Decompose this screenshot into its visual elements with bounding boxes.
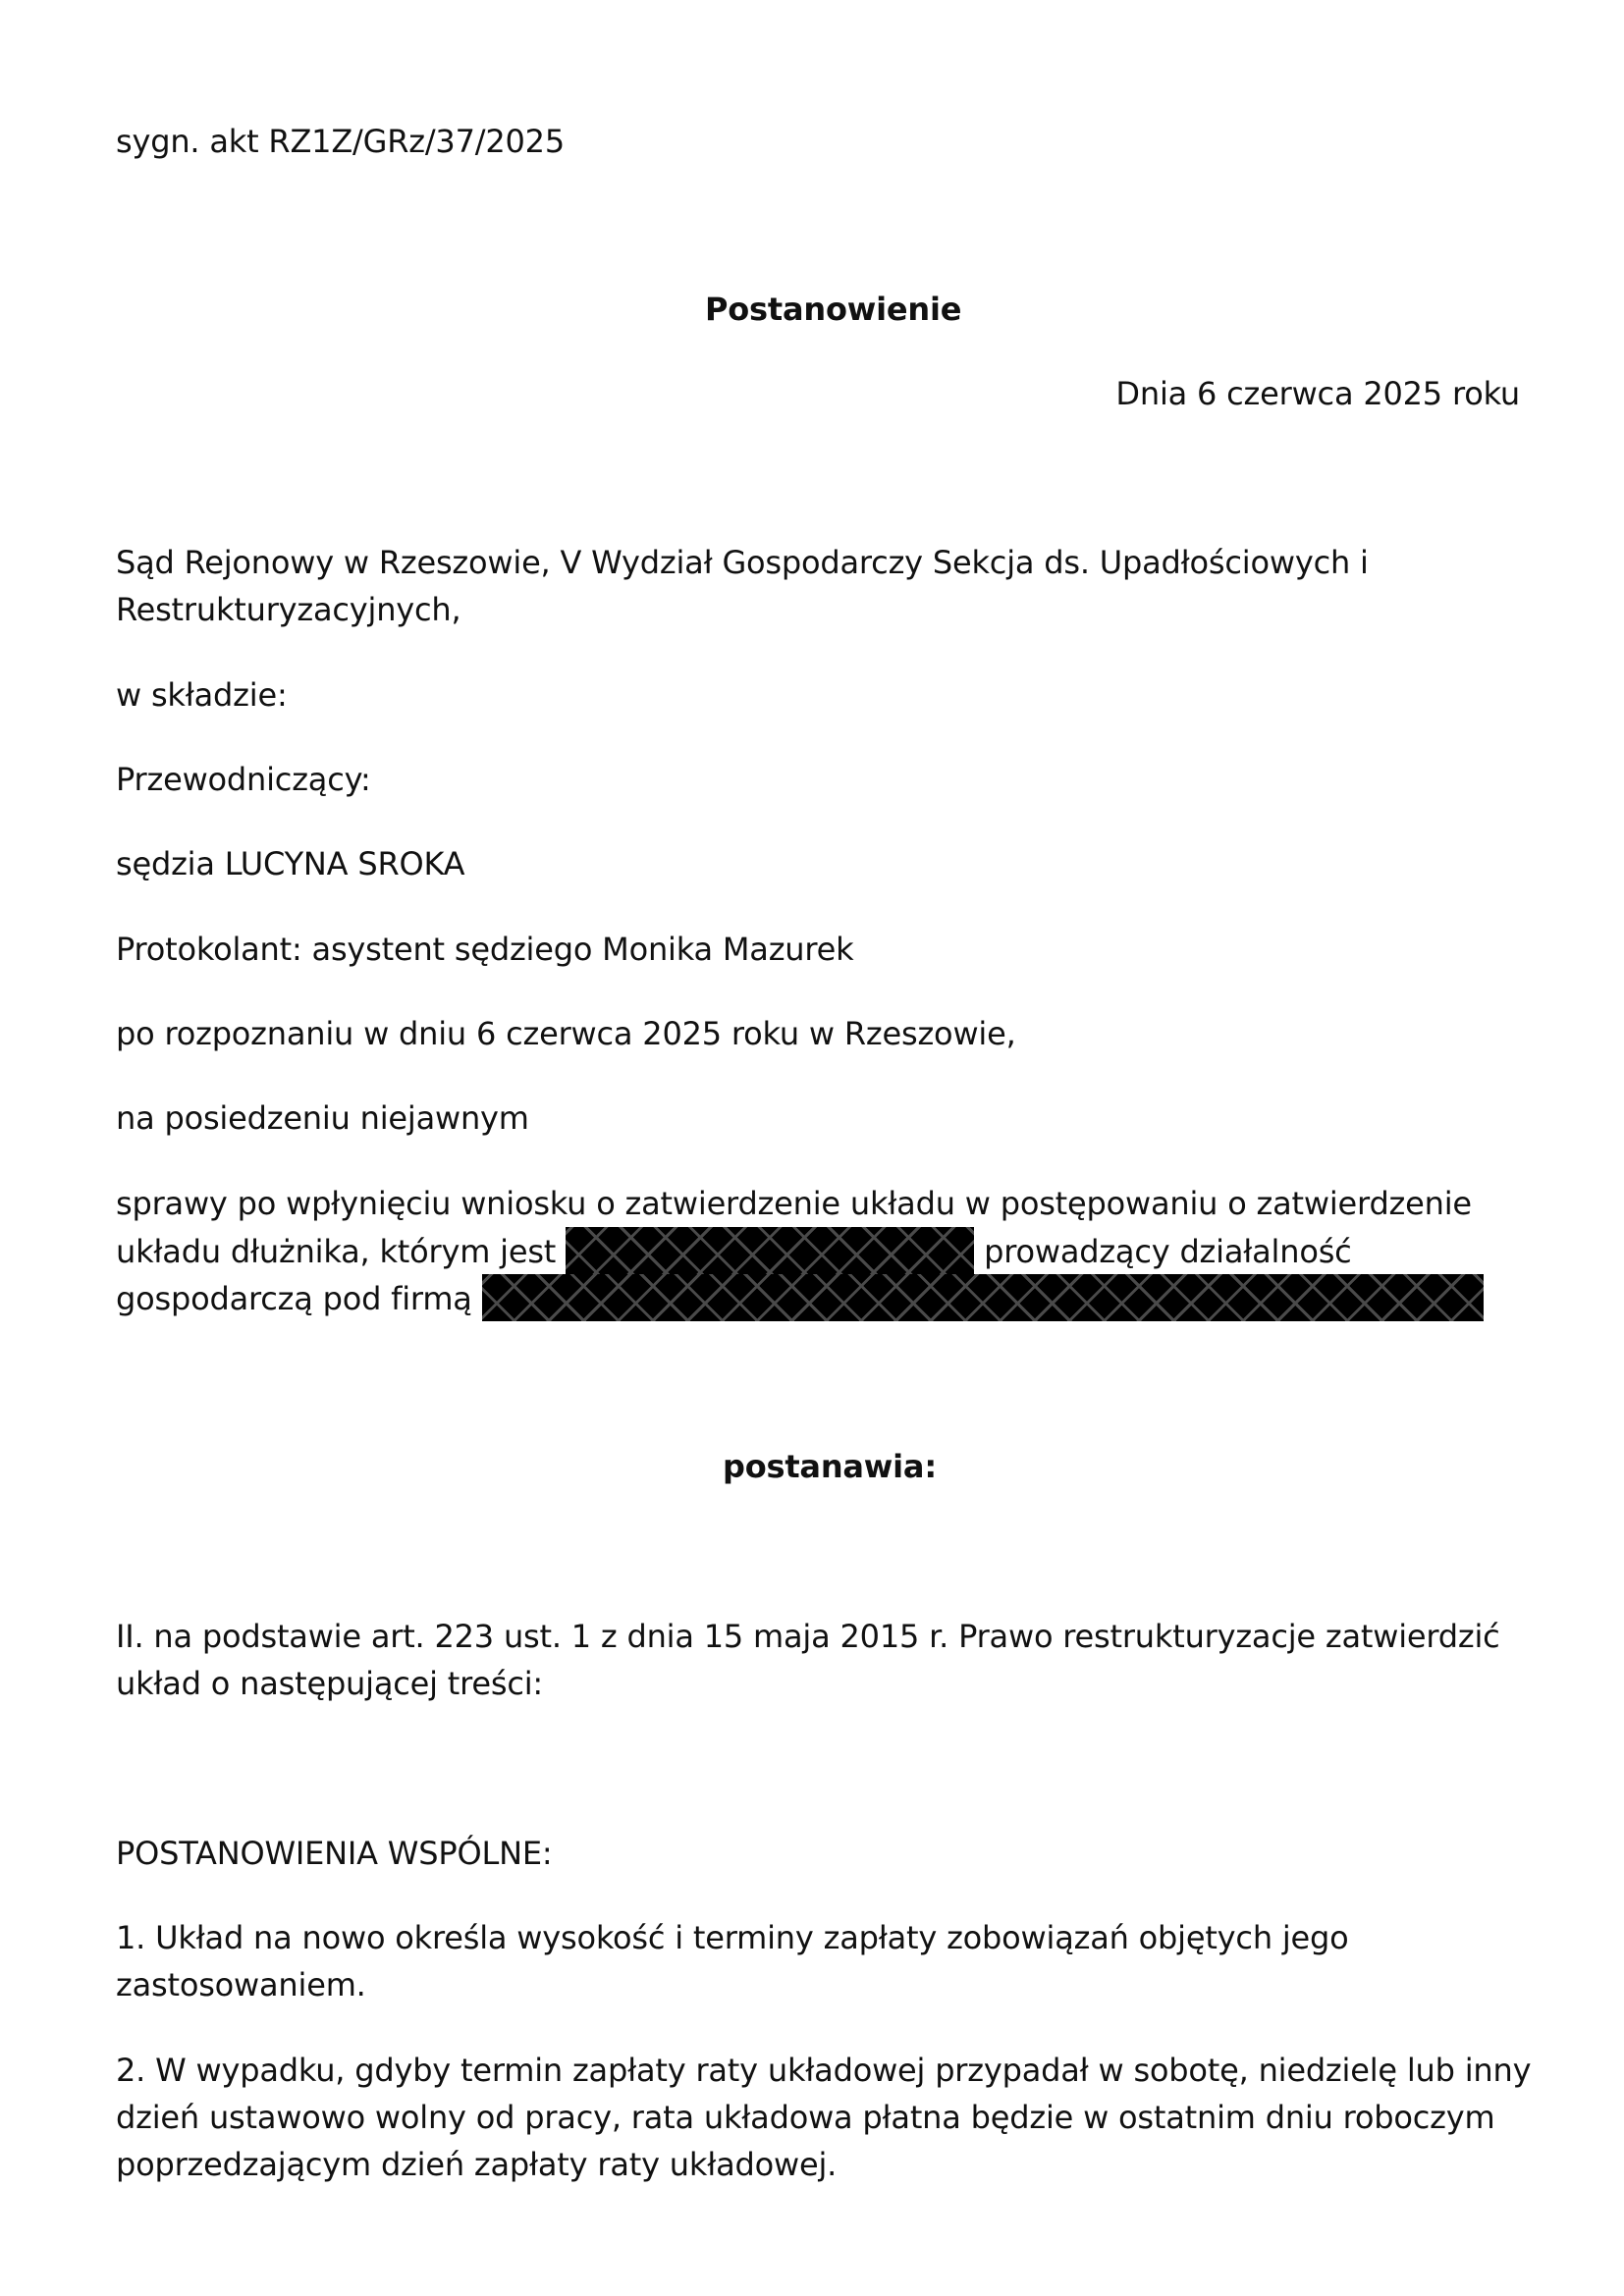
decision-heading: postanawia:	[723, 1448, 937, 1485]
clause-2-line-1: 2. W wypadku, gdyby termin zapłaty raty układowej przypadał w sobotę, niedzielę lub inny	[116, 2052, 1532, 2089]
hearing-date-line: po rozpoznaniu w dniu 6 czerwca 2025 roku w Rzeszowie,	[116, 1015, 1016, 1052]
point-ii-line-1: II. na podstawie art. 223 ust. 1 z dnia 15 maja 2015 r. Prawo restrukturyzacje zatwierdzić	[116, 1618, 1500, 1655]
common-provisions-heading: POSTANOWIENIA WSPÓLNE:	[116, 1835, 553, 1872]
clause-1-line-2: zastosowaniem.	[116, 1966, 366, 2003]
case-description-text-2a: układu dłużnika, którym jest	[116, 1233, 567, 1270]
clause-1-line-1: 1. Układ na nowo określa wysokość i terminy zapłaty zobowiązań objętych jego	[116, 1919, 1349, 1956]
case-description-line-2	[116, 1227, 1352, 1276]
redaction-debtor-name	[566, 1227, 974, 1274]
redaction-company-name	[482, 1274, 1484, 1321]
case-description-line-3	[116, 1274, 1484, 1323]
case-description-text-2b: prowadzący działalność	[974, 1233, 1352, 1270]
point-ii-line-2: układ o następującej treści:	[116, 1665, 544, 1702]
judge-name: sędzia LUCYNA SROKA	[116, 845, 465, 882]
case-description-text-3a: gospodarczą pod firmą	[116, 1280, 482, 1317]
document-date: Dnia 6 czerwca 2025 roku	[1115, 375, 1520, 412]
case-description-line-1: sprawy po wpłynięciu wniosku o zatwierdzenie układu w postępowaniu o zatwierdzenie	[116, 1185, 1472, 1222]
document-title: Postanowienie	[705, 291, 962, 328]
clause-2-line-2: dzień ustawowo wolny od pracy, rata układowa płatna będzie w ostatnim dniu roboczym	[116, 2099, 1495, 2136]
case-number: sygn. akt RZ1Z/GRz/37/2025	[116, 123, 565, 160]
court-name-line-1: Sąd Rejonowy w Rzeszowie, V Wydział Gospodarczy Sekcja ds. Upadłościowych i	[116, 544, 1369, 581]
chair-label: Przewodniczący:	[116, 761, 371, 798]
court-name-line-2: Restrukturyzacyjnych,	[116, 591, 461, 628]
session-type: na posiedzeniu niejawnym	[116, 1099, 529, 1137]
clause-2-line-3: poprzedzającym dzień zapłaty raty układowej.	[116, 2146, 838, 2183]
clerk-line: Protokolant: asystent sędziego Monika Mazurek	[116, 931, 854, 968]
composition-label: w składzie:	[116, 676, 288, 714]
